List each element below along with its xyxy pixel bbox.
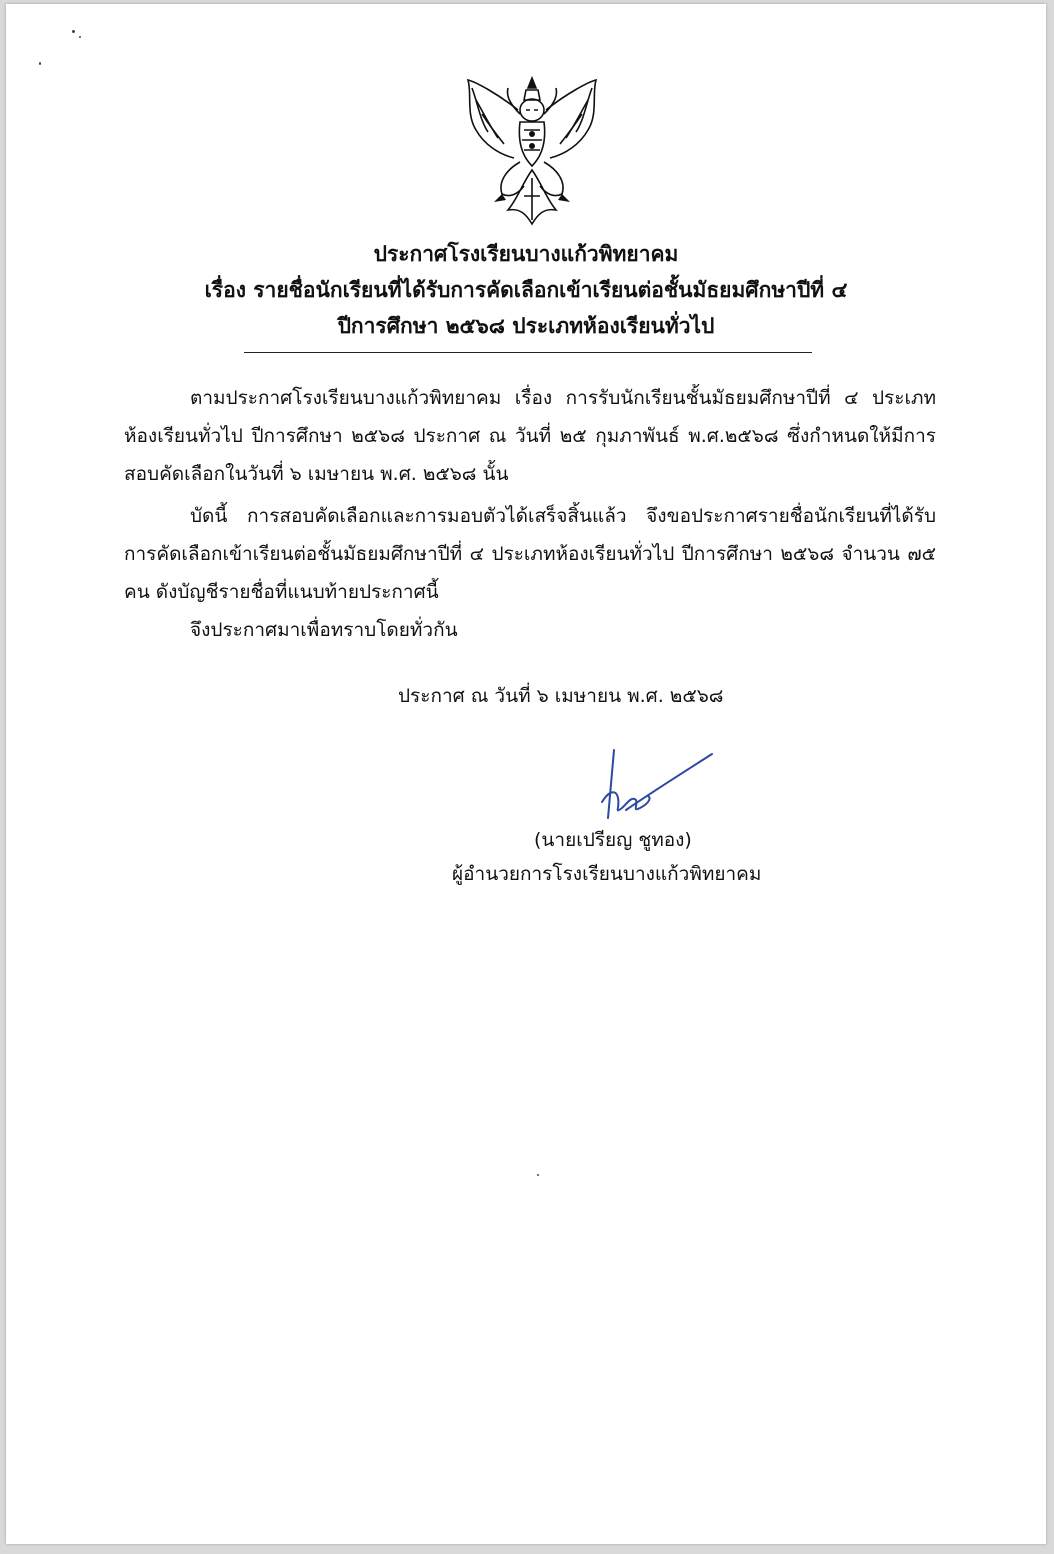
- signatory-position: ผู้อำนวยการโรงเรียนบางแก้วพิทยาคม: [452, 863, 762, 885]
- title-divider: [244, 352, 812, 353]
- body-paragraph-intro: ตามประกาศโรงเรียนบางแก้วพิทยาคม เรื่อง การรับนักเรียนชั้นมัธยมศึกษาปีที่ ๔ ประเภทห้องเรียนทั่วไป ปีการศึกษา ๒๕๖๘ ประกาศ ณ วันที่ ๒๕ กุมภาพันธ์ พ.ศ.๒๕๖๘ ซึ่งกำหนดให้มีการสอบคัดเลือกในวันที่ ๖ เมษายน พ.ศ. ๒๕๖๘ นั้น: [124, 387, 936, 485]
- announcement-date: ประกาศ ณ วันที่ ๖ เมษายน พ.ศ. ๒๕๖๘: [398, 685, 724, 707]
- announcement-year-line: ปีการศึกษา ๒๕๖๘ ประเภทห้องเรียนทั่วไป: [337, 314, 715, 338]
- scan-speck: [79, 36, 81, 38]
- body-paragraph-announcement: บัดนี้ การสอบคัดเลือกและการมอบตัวได้เสร็จสิ้นแล้ว จึงขอประกาศรายชื่อนักเรียนที่ได้รับการคัดเลือกเข้าเรียนต่อชั้นมัธยมศึกษาปีที่ ๔ ประเภทห้องเรียนทั่วไป ปีการศึกษา ๒๕๖๘ จำนวน ๗๕ คน ดังบัญชีรายชื่อที่แนบท้ายประกาศนี้: [124, 505, 936, 603]
- signature-icon: [592, 748, 716, 824]
- announcement-title: ประกาศโรงเรียนบางแก้วพิทยาคม: [373, 242, 679, 266]
- scan-speck: [537, 1174, 539, 1176]
- document-page: [6, 4, 1046, 1544]
- announcement-subject: เรื่อง รายชื่อนักเรียนที่ได้รับการคัดเลือกเข้าเรียนต่อชั้นมัธยมศึกษาปีที่ ๔: [204, 278, 848, 302]
- scan-speck: [72, 30, 75, 33]
- scan-speck: [39, 62, 41, 65]
- garuda-emblem-icon: [458, 74, 606, 234]
- body-paragraph-closing: จึงประกาศมาเพื่อทราบโดยทั่วกัน: [190, 619, 458, 641]
- signatory-name: (นายเปรียญ ชูทอง): [534, 829, 692, 851]
